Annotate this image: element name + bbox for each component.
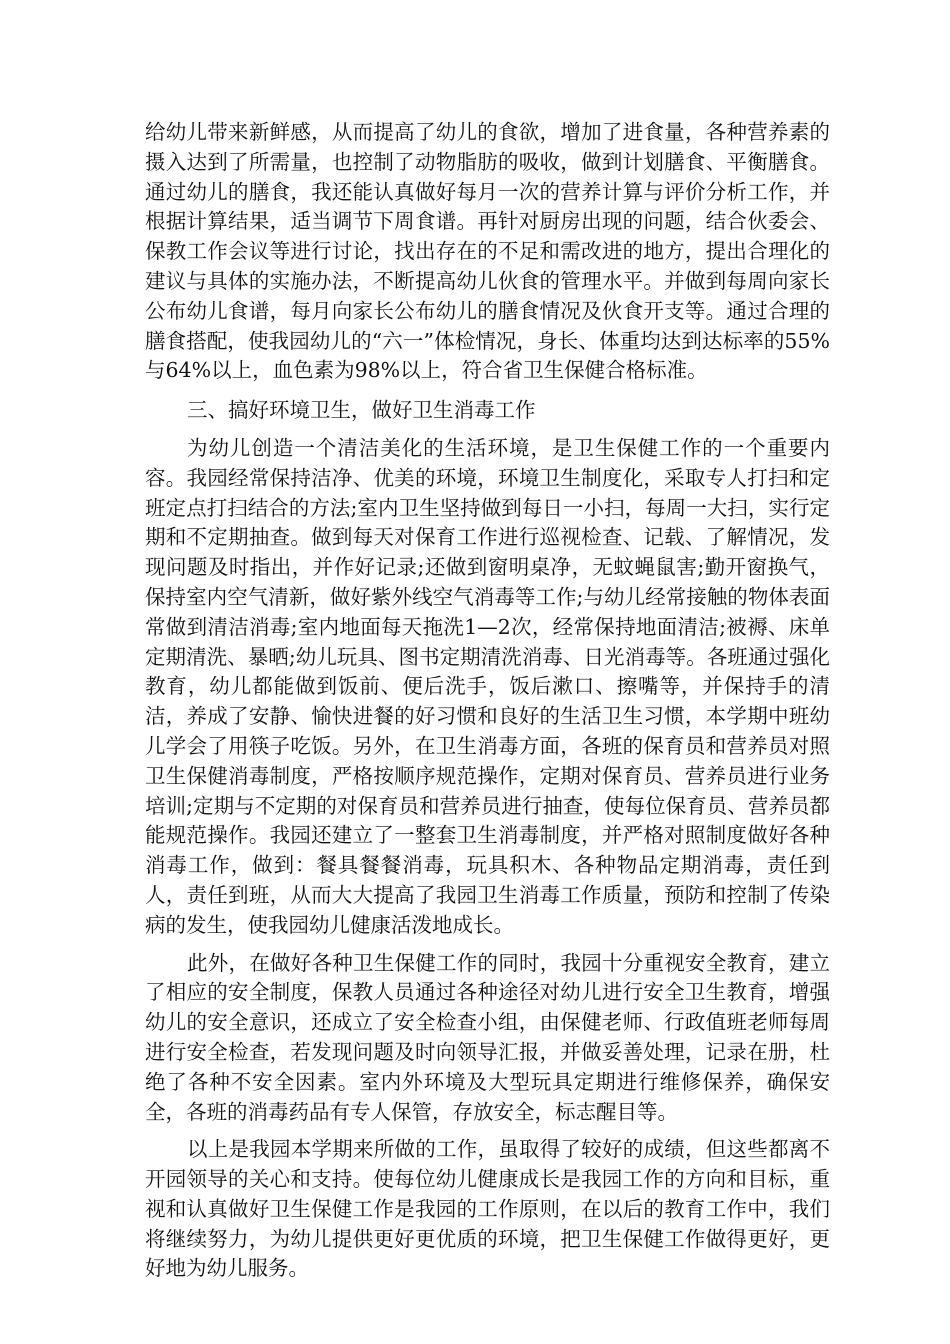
paragraph-environment-hygiene: 为幼儿创造一个清洁美化的生活环境，是卫生保健工作的一个重要内容。我园经常保持洁净、优美的环境，环境卫生制度化，采取专人打扫和定班定点打扫结合的方法;室内卫生坚持做到每日一小扫，每周一大扫，实行定期和不定期抽查。做到每天对保育工作进行巡视检查、记载、了解情况，发现问题及时指出，并作好记录;还做到窗明桌净，无蚊蝇鼠害;勤开窗换气，保持室内空气清新，做好紫外线空气消毒等工作;与幼儿经常接触的物体表面常做到清洁消毒;室内地面每天拖洗1—2次，经常保持地面清洁;被褥、床单定期清洗、暴晒;幼儿玩具、图书定期清洗消毒、日光消毒等。各班通过强化教育，幼儿都能做到饭前、便后洗手，饭后漱口、擦嘴等，并保持手的清洁，养成了安静、愉快进餐的好习惯和良好的生活卫生习惯，本学期中班幼儿学会了用筷子吃饭。另外，在卫生消毒方面，各班的保育员和营养员对照卫生保健消毒制度，严格按顺序规范操作，定期对保育员、营养员进行业务培训;定期与不定期的对保育员和营养员进行抽查，使每位保育员、营养员都能规范操作。我园还建立了一整套卫生消毒制度，并严格对照制度做好各种消毒工作，做到：餐具餐餐消毒，玩具积木、各种物品定期消毒，责任到人，责任到班，从而大大提高了我园卫生消毒工作质量，预防和控制了传染病的发生，使我园幼儿健康活泼地成长。 — [145, 435, 830, 937]
paragraph-diet-management: 给幼儿带来新鲜感，从而提高了幼儿的食欲，增加了进食量，各种营养素的摄入达到了所需量，也控制了动物脂肪的吸收，做到计划膳食、平衡膳食。通过幼儿的膳食，我还能认真做好每月一次的营养计算与评价分析工作，并根据计算结果，适当调节下周食谱。再针对厨房出现的问题，结合伙委会、保教工作会议等进行讨论，找出存在的不足和需改进的地方，提出合理化的建议与具体的实施办法，不断提高幼儿伙食的管理水平。并做到每周向家长公布幼儿食谱，每月向家长公布幼儿的膳食情况及伙食开支等。通过合理的膳食搭配，使我园幼儿的“六一”体检情况，身长、体重均达到达标率的55%与64%以上，血色素为98%以上，符合省卫生保健合格标准。 — [145, 120, 830, 383]
document-body — [145, 118, 830, 1284]
paragraph-safety-education: 此外，在做好各种卫生保健工作的同时，我园十分重视安全教育，建立了相应的安全制度，保教人员通过各种途径对幼儿进行安全卫生教育，增强幼儿的安全意识，还成立了安全检查小组，由保健老师、行政值班老师每周进行安全检查，若发现问题及时向领导汇报，并做妥善处理，记录在册，杜绝了各种不安全因素。室内外环境及大型玩具定期进行维修保养，确保安全，各班的消毒药品有专人保管，存放安全，标志醒目等。 — [145, 950, 830, 1124]
section-heading-hygiene: 三、搞好环境卫生，做好卫生消毒工作 — [187, 398, 536, 423]
paragraph-conclusion: 以上是我园本学期来所做的工作，虽取得了较好的成绩，但这些都离不开园领导的关心和支持。使每位幼儿健康成长是我园工作的方向和目标，重视和认真做好卫生保健工作是我园的工作原则，在以后的教育工作中，我们将继续努力，为幼儿提供更好更优质的环境，把卫生保健工作做得更好，更好地为幼儿服务。 — [145, 1137, 830, 1281]
